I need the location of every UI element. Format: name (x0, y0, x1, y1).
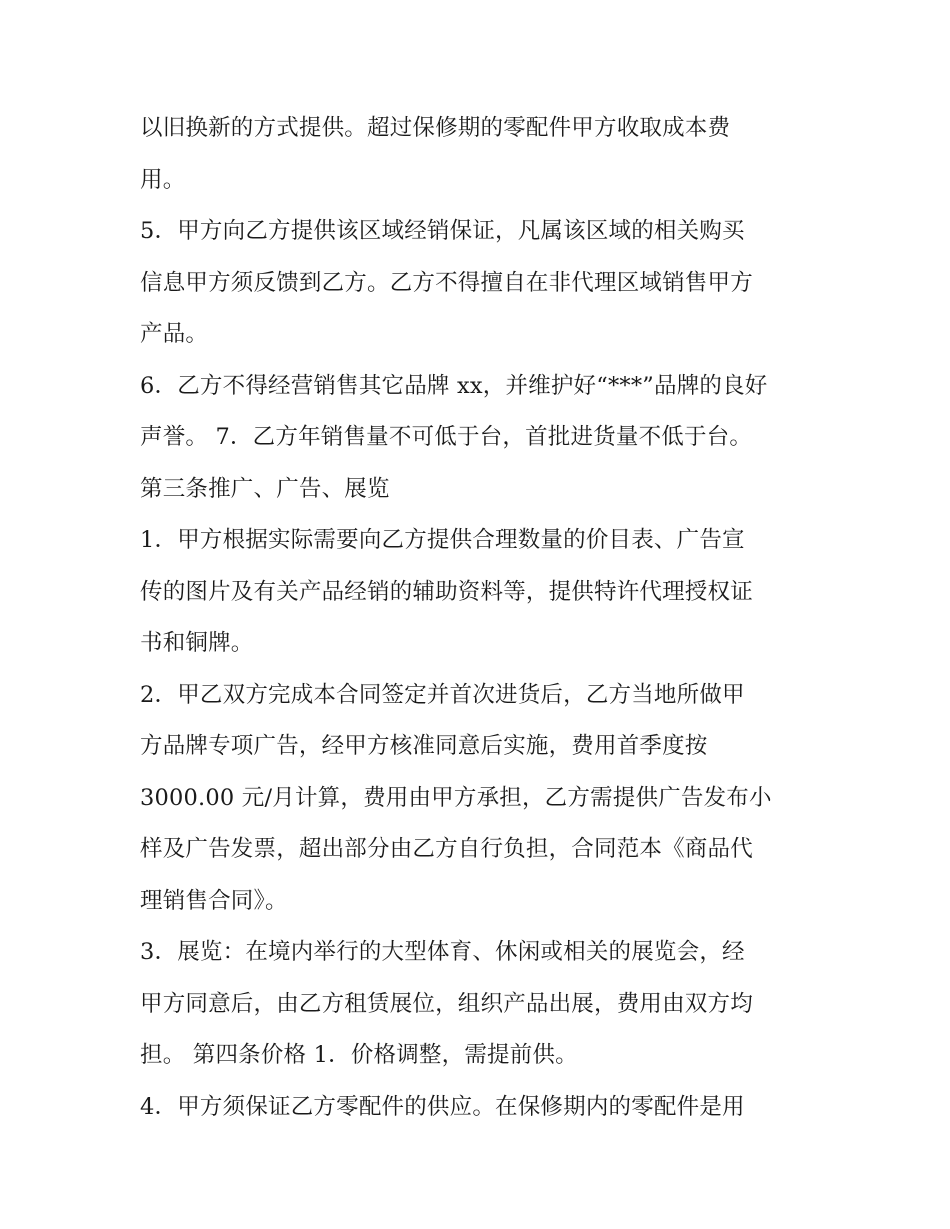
text-line: 用。 (140, 166, 186, 193)
text-line: 3．展览：在境内举行的大型体育、休闲或相关的展览会，经 (140, 939, 745, 965)
text-line: 样及广告发票，超出部分由乙方自行负担，合同范本《商品代 (140, 836, 753, 862)
section-heading: 第三条推广、广告、展览 (140, 475, 390, 502)
text-line: 3000.00 元/月计算，费用由甲方承担，乙方需提供广告发布小 (140, 784, 772, 811)
text-line: 1．甲方根据实际需要向乙方提供合理数量的价目表、广告宣 (140, 527, 745, 553)
text-line: 传的图片及有关产品经销的辅助资料等，提供特许代理授权证 (140, 578, 753, 605)
text-line: 信息甲方须反馈到乙方。乙方不得擅自在非代理区域销售甲方 (140, 269, 753, 296)
text-line: 甲方同意后，由乙方租赁展位，组织产品出展，费用由双方均 (140, 990, 753, 1017)
text-line: 4．甲方须保证乙方零配件的供应。在保修期内的零配件是用 (140, 1093, 745, 1120)
text-line: 声誉。 7．乙方年销售量不可低于台，首批进货量不低于台。 (140, 424, 753, 450)
text-line: 理销售合同》。 (140, 887, 288, 914)
text-line: 以旧换新的方式提供。超过保修期的零配件甲方收取成本费 (140, 115, 731, 141)
text-line: 2．甲乙双方完成本合同签定并首次进货后，乙方当地所做甲 (140, 681, 745, 708)
text-line: 书和铜牌。 (140, 630, 254, 656)
text-line: 方品牌专项广告，经甲方核准同意后实施，费用首季度按 (140, 733, 708, 759)
text-line: 5．甲方向乙方提供该区域经销保证，凡属该区域的相关购买 (140, 218, 745, 244)
text-line: 担。 第四条价格 1．价格调整，需提前供。 (140, 1042, 578, 1068)
text-line: 产品。 (140, 321, 209, 347)
text-line: 6．乙方不得经营销售其它品牌 xx，并维护好“***”品牌的良好 (140, 372, 768, 399)
document-body (140, 103, 820, 1133)
